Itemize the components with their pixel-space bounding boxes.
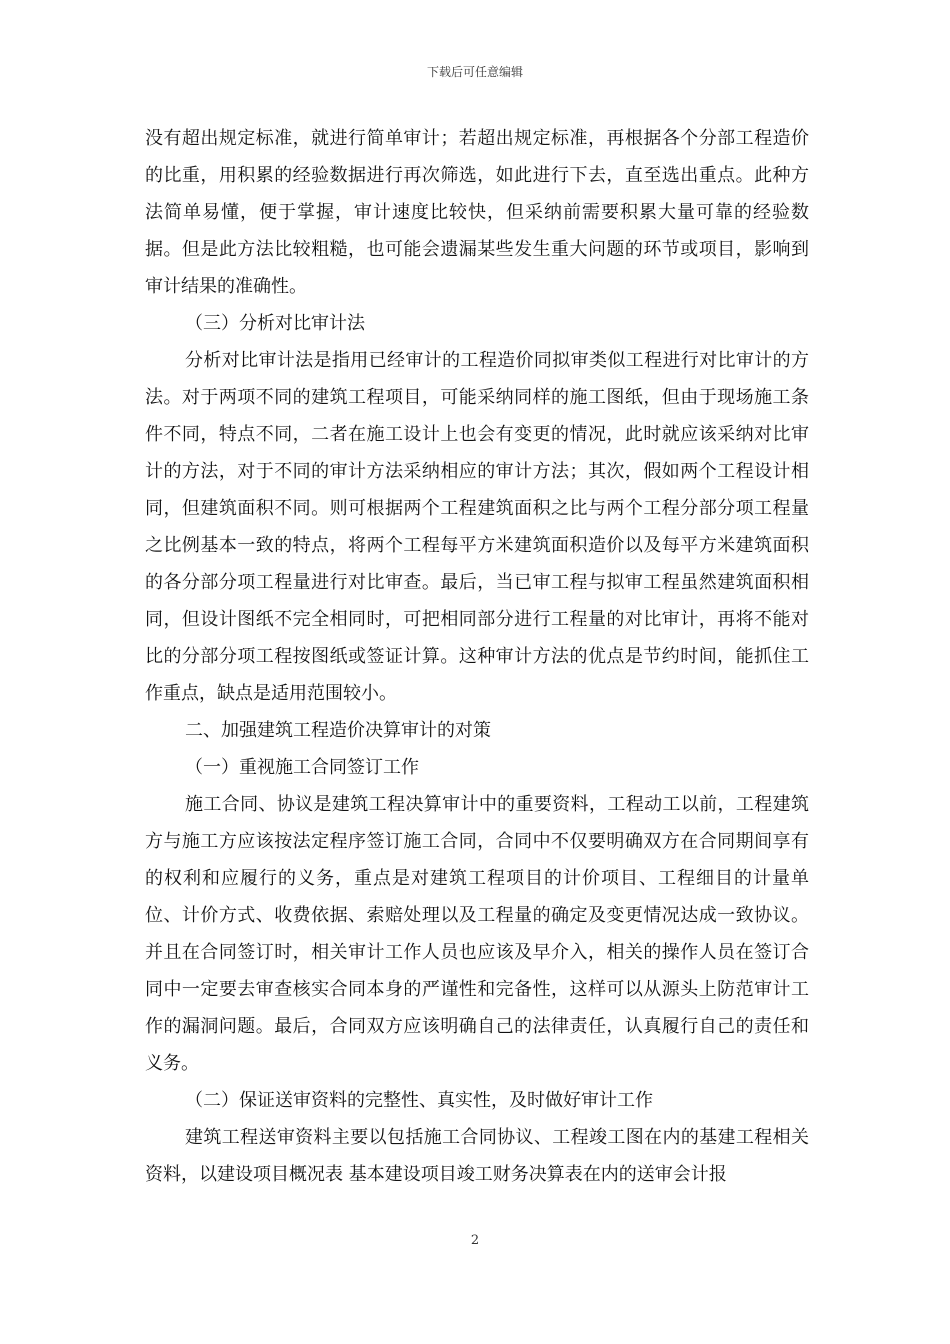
subsection-heading-audit-materials: （二）保证送审资料的完整性、真实性，及时做好审计工作	[185, 1090, 653, 1111]
page-number: 2	[470, 1233, 480, 1248]
paragraph-analysis-comparison: 分析对比审计法是指用已经审计的工程造价同拟审类似工程进行对比审计的方法。对于两项不同的建筑工程项目，可能采纳同样的施工图纸，但由于现场施工条件不同，特点不同，二者在施工设计上也会有变更的情况，此时就应该采纳对比审计的方法，对于不同的审计方法采纳相应的审计方法；其次，假如两个工程设计相同，但建筑面积不同。则可根据两个工程建筑面积之比与两个工程分部分项工程量之比例基本一致的特点，将两个工程每平方米建筑面积造价以及每平方米建筑面积的各分部分项工程量进行对比审查。最后，当已审工程与拟审工程虽然建筑面积相同，但设计图纸不完全相同时，可把相同部分进行工程量的对比审计，再将不能对比的分部分项工程按图纸或签证计算。这种审计方法的优点是节约时间，能抓住工作重点，缺点是适用范围较小。	[145, 350, 809, 704]
paragraph-contract-signing: 施工合同、协议是建筑工程决算审计中的重要资料，工程动工以前，工程建筑方与施工方应该按法定程序签订施工合同，合同中不仅要明确双方在合同期间享有的权利和应履行的义务，重点是对建筑工程项目的计价项目、工程细目的计量单位、计价方式、收费依据、索赔处理以及工程量的确定及变更情况达成一致协议。并且在合同签订时，相关审计工作人员也应该及早介入，相关的操作人员在签订合同中一定要去审查核实合同本身的严谨性和完备性，这样可以从源头上防范审计工作的漏洞问题。最后，合同双方应该明确自己的法律责任，认真履行自己的责任和义务。	[145, 794, 809, 1074]
subsection-heading-contract-signing: （一）重视施工合同签订工作	[185, 757, 419, 778]
section-heading-countermeasures: 二、加强建筑工程造价决算审计的对策	[185, 720, 491, 741]
section-heading-analysis-comparison: （三）分析对比审计法	[185, 313, 365, 334]
document-body	[145, 120, 809, 1193]
page-header: 下载后可任意编辑	[426, 65, 523, 79]
paragraph-audit-materials: 建筑工程送审资料主要以包括施工合同协议、工程竣工图在内的基建工程相关资料，以建设项目概况表 基本建设项目竣工财务决算表在内的送审会计报	[145, 1127, 809, 1185]
paragraph-continued: 没有超出规定标准，就进行简单审计；若超出规定标准，再根据各个分部工程造价的比重，用积累的经验数据进行再次筛选，如此进行下去，直至选出重点。此种方法简单易懂，便于掌握，审计速度比较快，但采纳前需要积累大量可靠的经验数据。但是此方法比较粗糙，也可能会遗漏某些发生重大问题的环节或项目，影响到审计结果的准确性。	[145, 128, 809, 297]
